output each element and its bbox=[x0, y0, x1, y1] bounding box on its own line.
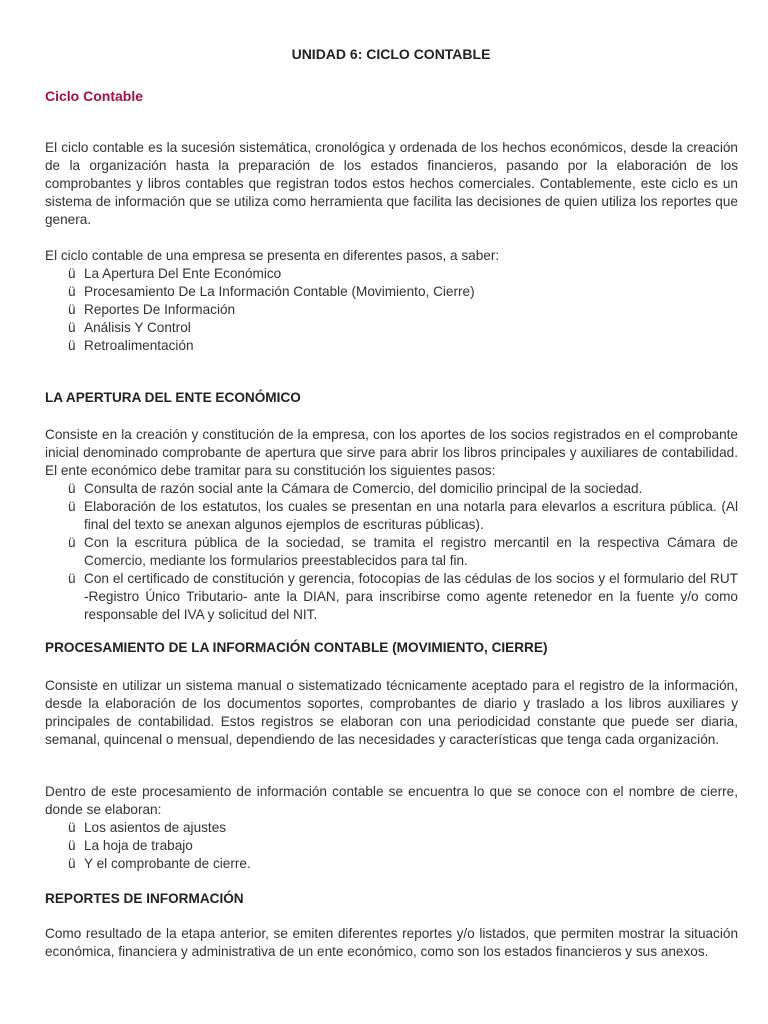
page-title: UNIDAD 6: CICLO CONTABLE bbox=[291, 46, 491, 62]
check-icon: ü bbox=[68, 820, 76, 835]
apertura-paragraph: Consiste en la creación y constitución de la empresa, con los aportes de los socios registrados en el comprobante inicial denominado comprobante de apertura que sirve para abrir los libros principales y auxiliares de contabilidad. El ente económico debe tramitar para su constitución los siguientes pasos: bbox=[45, 427, 738, 478]
list-item: ü Retroalimentación bbox=[68, 338, 194, 353]
steps-block bbox=[45, 247, 738, 355]
list-item: ü Análisis Y Control bbox=[68, 320, 191, 335]
check-icon: ü bbox=[68, 302, 76, 317]
cierre-steps bbox=[45, 819, 738, 873]
list-item: ü La Apertura Del Ente Económico bbox=[68, 266, 282, 281]
steps-intro: El ciclo contable de una empresa se presenta en diferentes pasos, a saber: bbox=[45, 248, 500, 263]
procesamiento-paragraph: Consiste en utilizar un sistema manual o sistematizado técnicamente aceptado para el registro de la información, desde la elaboración de los documentos soportes, comprobantes de diario y traslado a los libros auxiliares y principales de contabilidad. Estos registros se elaboran con una periodicidad constante que puede ser diaria, semanal, quincenal o mensual, dependiendo de las necesidades y características que tenga cada organización. bbox=[45, 678, 738, 747]
check-icon: ü bbox=[68, 320, 76, 335]
intro-paragraph: El ciclo contable es la sucesión sistemática, cronológica y ordenada de los hechos económicos, desde la creación de la organización hasta la preparación de los estados financieros, pasando por la elaboración de los comprobantes y libros contables que registran todos estos hechos comerciales. Contablemente, este ciclo es un sistema de información que se utiliza como herramienta que facilita las decisiones de quien utiliza los reportes que genera. bbox=[45, 140, 738, 227]
check-icon: ü bbox=[68, 856, 76, 871]
section-heading-reportes: REPORTES DE INFORMACIÓN bbox=[45, 891, 244, 906]
list-item: ü Con el certificado de constitución y gerencia, fotocopias de las cédulas de los socios y el formulario del RUT -Registro Único Tributario- ante la DIAN, para inscribirse como agente retenedor en la fuente y/o como responsable del IVA y solicitud del NIT. bbox=[68, 571, 738, 622]
check-icon: ü bbox=[68, 838, 76, 853]
list-item: ü Procesamiento De La Información Contable (Movimiento, Cierre) bbox=[68, 284, 475, 299]
check-icon: ü bbox=[68, 535, 76, 550]
list-item: ü Los asientos de ajustes bbox=[68, 820, 227, 835]
list-item: ü La hoja de trabajo bbox=[68, 838, 193, 853]
list-item: ü Reportes De Información bbox=[68, 302, 236, 317]
apertura-list bbox=[45, 480, 738, 624]
check-icon: ü bbox=[68, 481, 76, 496]
apertura-steps bbox=[45, 480, 738, 624]
check-icon: ü bbox=[68, 266, 76, 281]
list-item: ü Elaboración de los estatutos, los cuales se presentan en una notarla para elevarlos a escritura pública. (Al final del texto se anexan algunos ejemplos de escrituras públicas). bbox=[68, 499, 738, 532]
list-item: ü Y el comprobante de cierre. bbox=[68, 856, 251, 871]
steps-list bbox=[45, 265, 738, 355]
check-icon: ü bbox=[68, 284, 76, 299]
cierre-paragraph: Dentro de este procesamiento de información contable se encuentra lo que se conoce con el nombre de cierre, donde se elaboran: bbox=[45, 784, 738, 817]
check-icon: ü bbox=[68, 338, 76, 353]
list-item: ü Con la escritura pública de la sociedad, se tramita el registro mercantil en la respectiva Cámara de Comercio, mediante los formularios preestablecidos para tal fin. bbox=[68, 535, 738, 568]
reportes-paragraph: Como resultado de la etapa anterior, se emiten diferentes reportes y/o listados, que permiten mostrar la situación económica, financiera y administrativa de un ente económico, como son los estados financieros y sus anexos. bbox=[45, 926, 738, 959]
section-heading-apertura: LA APERTURA DEL ENTE ECONÓMICO bbox=[45, 390, 301, 405]
check-icon: ü bbox=[68, 571, 76, 586]
cierre-list bbox=[45, 819, 738, 873]
check-icon: ü bbox=[68, 499, 76, 514]
section-heading-procesamiento: PROCESAMIENTO DE LA INFORMACIÓN CONTABLE (MOVIMIENTO, CIERRE) bbox=[45, 640, 548, 655]
list-item: ü Consulta de razón social ante la Cámara de Comercio, del domicilio principal de la sociedad. bbox=[68, 481, 643, 496]
section-subtitle: Ciclo Contable bbox=[45, 88, 144, 104]
